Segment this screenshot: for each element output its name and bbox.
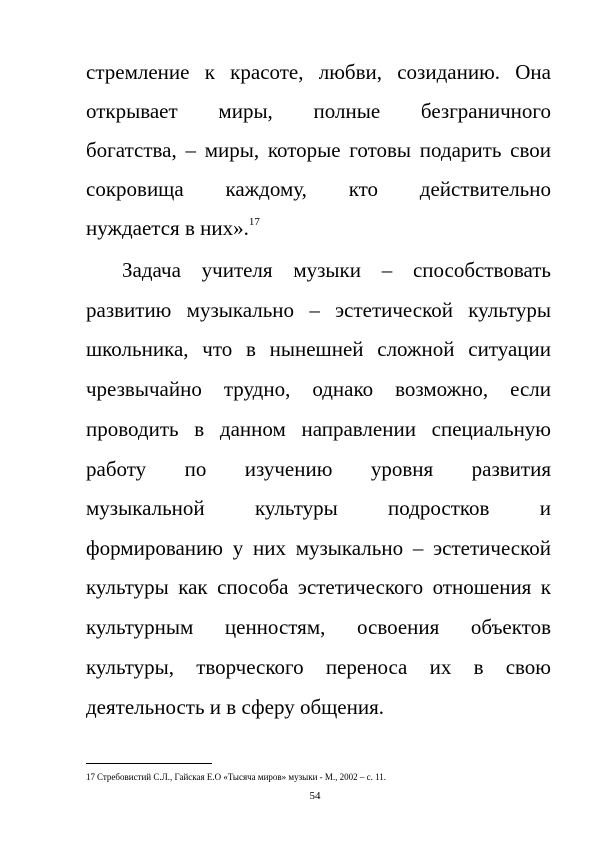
footnote bbox=[86, 771, 551, 783]
body-line-5 bbox=[86, 215, 551, 241]
body-line-17: деятельность и в сферу общения. bbox=[86, 695, 384, 719]
body-line-11: работу по изучению уровня развития bbox=[86, 457, 551, 481]
body-line-2: открывает миры, полные безграничного bbox=[86, 99, 551, 123]
paragraph-first-line: Задача учителя музыки – способствовать bbox=[122, 258, 551, 282]
footnote-reference: 17 bbox=[248, 216, 260, 228]
body-line-10: проводить в данном направлении специальную bbox=[86, 417, 551, 441]
footnote-number: 17 bbox=[86, 772, 95, 782]
body-line-1: стремление к красоте, любви, созиданию. Она bbox=[86, 60, 551, 84]
body-line-3: богатства, – миры, которые готовы подарить свои bbox=[86, 138, 551, 162]
body-line-16: культуры, творческого переноса их в свою bbox=[86, 655, 551, 679]
body-line-8: школьника, что в нынешней сложной ситуации bbox=[86, 337, 551, 361]
page-number: 54 bbox=[309, 790, 321, 802]
body-line-12: музыкальной культуры подростков и bbox=[86, 496, 551, 520]
body-line-15: культурным ценностям, освоения объектов bbox=[86, 615, 551, 639]
body-line-14: культуры как способа эстетического отношения к bbox=[86, 575, 551, 599]
body-line-9: чрезвычайно трудно, однако возможно, если bbox=[86, 377, 551, 401]
body-line-4: сокровища каждому, кто действительно bbox=[86, 177, 551, 201]
footnote-separator bbox=[86, 763, 212, 764]
body-line-7: развитию музыкально – эстетической культуры bbox=[86, 298, 551, 322]
footnote-text: Стребовистий С.Л., Гайская Е.О «Тысяча миров» музыки - М., 2002 – с. 11. bbox=[97, 772, 387, 782]
body-line-13: формированию у них музыкально – эстетической bbox=[86, 536, 551, 560]
body-line-5-text: нуждается в них». bbox=[86, 216, 249, 240]
